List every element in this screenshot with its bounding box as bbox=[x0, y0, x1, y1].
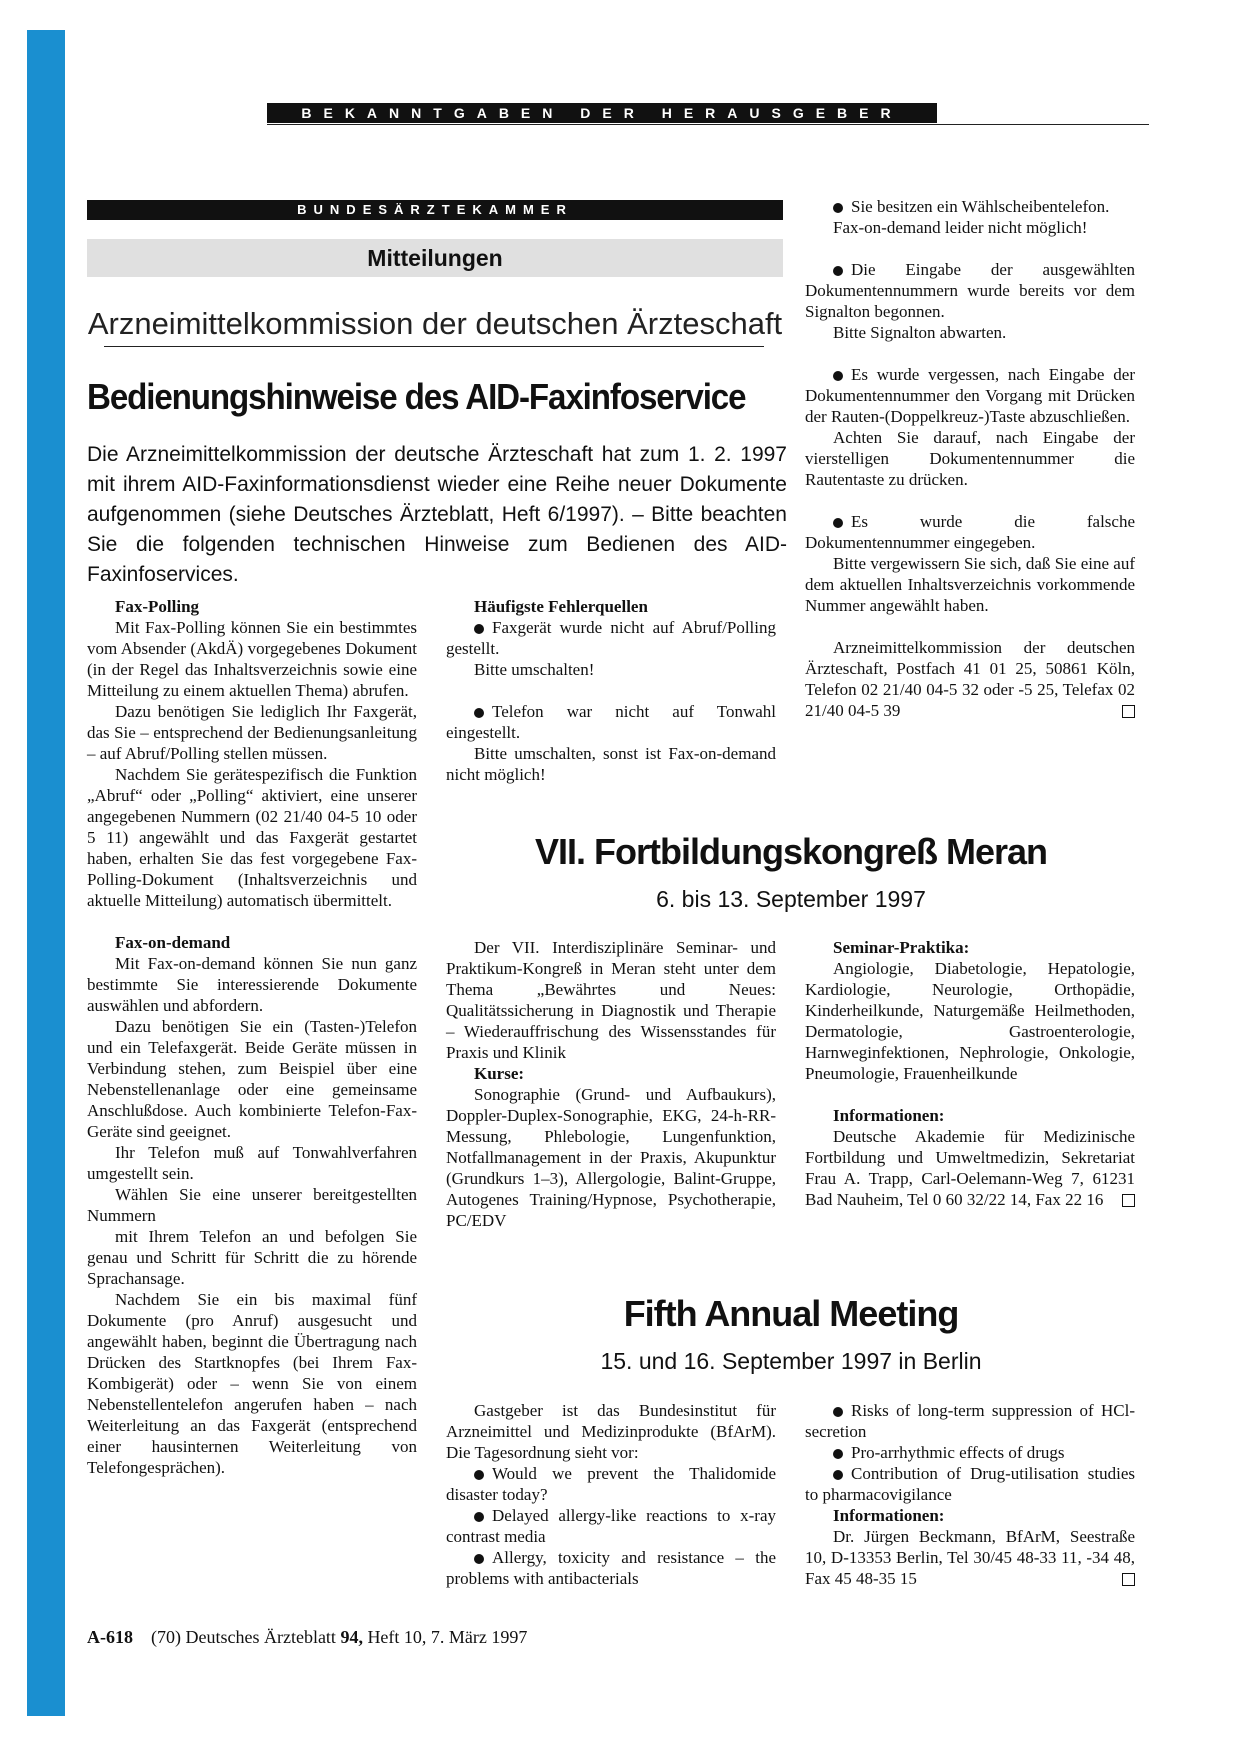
end-mark-icon bbox=[1122, 705, 1135, 718]
bullet-icon bbox=[833, 1407, 843, 1417]
page-footer bbox=[87, 1625, 527, 1649]
article-title: Fifth Annual Meeting bbox=[623, 1293, 959, 1334]
paragraph: Nachdem Sie gerätespezifisch die Funktion „Abruf“ oder „Polling“ aktiviert, eine unserer angegebenen Nummern (02 21/40 04-5 10 oder 5 11) angewählt und das Faxgerät gestartet haben, erhalten Sie das fest vorgegebene Fax-Polling-Dokument (Inhaltsverzeichnis und aktuelle Mitteilung) automatisch übermittelt. bbox=[87, 765, 417, 910]
header-rule bbox=[267, 124, 1149, 125]
paragraph: Dazu benötigen Sie ein (Tasten-)Telefon und ein Telefaxgerät. Beide Geräte müssen in Verbindung stehen, zum Beispiel über eine Nebenstellenanlage oder eine gemeinsame Anschlußdose. Auch kombinierte Telefon-Fax-Geräte sind geeignet. bbox=[87, 1017, 417, 1141]
paragraph: Wählen Sie eine unserer bereitgestellten Nummern bbox=[87, 1185, 417, 1225]
bullet-icon bbox=[474, 1470, 484, 1480]
article-date: 15. und 16. September 1997 in Berlin bbox=[600, 1348, 982, 1374]
list-item: Faxgerät wurde nicht auf Abruf/Polling gestellt. bbox=[446, 618, 776, 658]
column-right-meran bbox=[805, 937, 1135, 1210]
paragraph: Mit Fax-on-demand können Sie nun ganz bestimmte Sie interessierende Dokumente auswählen und abfordern. bbox=[87, 954, 417, 1015]
bullet-icon bbox=[833, 518, 843, 528]
subheading: Informationen: bbox=[833, 1106, 945, 1125]
contact-paragraph: Arzneimittelkommission der deutschen Ärzteschaft, Postfach 41 01 25, 50861 Köln, Telefon 02 21/40 04-5 32 oder -5 25, Telefax 02 21/40 04-5 39 bbox=[805, 638, 1135, 720]
journal-name: (70) Deutsches Ärzteblatt bbox=[151, 1627, 336, 1647]
paragraph: Gastgeber ist das Bundesinstitut für Arzneimittel und Medizinprodukte (BfArM). Die Tagesordnung sieht vor: bbox=[446, 1401, 776, 1462]
contact-paragraph: Deutsche Akademie für Medizinische Fortbildung und Umweltmedizin, Sekretariat Frau A. Trapp, Carl-Oelemann-Weg 7, 61231 Bad Nauheim, Tel 0 60 32/22 14, Fax 22 16 bbox=[805, 1127, 1135, 1209]
page-edge-color-bar bbox=[27, 30, 65, 1716]
bullet-icon bbox=[833, 266, 843, 276]
column-right bbox=[805, 196, 1135, 721]
paragraph: Der VII. Interdisziplinäre Seminar- und Praktikum-Kongreß in Meran steht unter dem Thema „Bewährtes und Neues: Qualitätssicherung in Diagnostik und Therapie – Wiederauffrischung des Wissensstandes für Praxis und Klinik bbox=[446, 938, 776, 1062]
list-item: Risks of long-term suppression of HCl-secretion bbox=[805, 1401, 1135, 1441]
article-title: Bedienungshinweise des AID-Faxinfoservice bbox=[87, 376, 746, 417]
section-banner: BEKANNTGABEN DER HERAUSGEBER bbox=[267, 103, 937, 123]
list-item: Es wurde vergessen, nach Eingabe der Dokumentennummer den Vorgang mit Drücken der Rauten-(Doppelkreuz-)Taste abzuschließen. bbox=[805, 365, 1135, 426]
bullet-icon bbox=[833, 1449, 843, 1459]
subheading: Fax-Polling bbox=[115, 597, 200, 616]
bullet-icon bbox=[833, 1470, 843, 1480]
list-item: Es wurde die falsche Dokumentennummer eingegeben. bbox=[805, 512, 1135, 552]
bullet-icon bbox=[833, 203, 843, 213]
paragraph: Fax-on-demand leider nicht möglich! bbox=[833, 218, 1088, 237]
bullet-icon bbox=[833, 371, 843, 381]
organization-heading: Arzneimittelkommission der deutschen Ärzteschaft bbox=[87, 306, 783, 341]
contact-paragraph: Dr. Jürgen Beckmann, BfArM, Seestraße 10, D-13353 Berlin, Tel 30/45 48-33 11, -34 48, Fax 45 48-35 15 bbox=[805, 1527, 1135, 1588]
paragraph: Mit Fax-Polling können Sie ein bestimmtes vom Absender (AkdÄ) vorgegebenes Dokument (in der Regel das Inhaltsverzeichnis sowie eine Mitteilung zu einem aktuellen Thema) abrufen. bbox=[87, 618, 417, 700]
column-right-berlin bbox=[805, 1400, 1135, 1589]
list-item: Sie besitzen ein Wählscheibentelefon. bbox=[805, 196, 1135, 217]
paragraph: Sonographie (Grund- und Aufbaukurs), Doppler-Duplex-Sonographie, EKG, 24-h-RR-Messung, Phlebologie, Lungenfunktion, Notfallmanagement in der Praxis, Akupunktur (Grundkurs 1–3), Allergologie, Balint-Gruppe, Autogenes Training/Hypnose, Psychotherapie, PC/EDV bbox=[446, 1085, 776, 1230]
paragraph: Bitte umschalten, sonst ist Fax-on-demand nicht möglich! bbox=[446, 744, 776, 784]
paragraph: Angiologie, Diabetologie, Hepatologie, Kardiologie, Neurologie, Orthopädie, Kinderheilkunde, Naturgemäße Heilmethoden, Dermatologie, Gastroenterologie, Harnweginfektionen, Nephrologie, Onkologie, Pneumologie, Frauenheilkunde bbox=[805, 959, 1135, 1083]
subheading: Häufigste Fehlerquellen bbox=[474, 597, 648, 616]
category-label: Mitteilungen bbox=[87, 239, 783, 277]
column-middle-berlin bbox=[446, 1400, 776, 1589]
list-item: Would we prevent the Thalidomide disaster today? bbox=[446, 1464, 776, 1504]
organization-rule bbox=[104, 346, 764, 347]
end-mark-icon bbox=[1122, 1194, 1135, 1207]
bullet-icon bbox=[474, 708, 484, 718]
subheading: Informationen: bbox=[833, 1506, 945, 1525]
subheading: Seminar-Praktika: bbox=[833, 938, 970, 957]
article-intro: Die Arzneimittelkommission der deutsche Ärzteschaft hat zum 1. 2. 1997 mit ihrem AID-Faxinformationsdienst wieder eine Reihe neuer Dokumente aufgenommen (siehe Deutsches Ärzteblatt, Heft 6/1997). – Bitte beachten Sie die folgenden technischen Hinweise zum Bedienen des AID-Faxinfoservices. bbox=[87, 443, 787, 586]
list-item: Pro-arrhythmic effects of drugs bbox=[805, 1442, 1135, 1463]
volume-number: 94, bbox=[340, 1627, 363, 1647]
page-number: A-618 bbox=[87, 1627, 133, 1647]
list-item: Allergy, toxicity and resistance – the problems with antibacterials bbox=[446, 1548, 776, 1588]
column-middle bbox=[446, 596, 776, 785]
paragraph: Bitte Signalton abwarten. bbox=[833, 323, 1007, 342]
paragraph: Nachdem Sie ein bis maximal fünf Dokumente (pro Anruf) ausgesucht und angewählt haben, beginnt die Übertragung nach Drücken des Startknopfes (bei Ihrem Fax-Kombigerät) oder – wenn Sie von einem Nebenstellentelefon angerufen haben – nach Weiterleitung an das Faxgerät (entsprechend einer hausinternen Weiterleitung von Telefongesprächen). bbox=[87, 1290, 417, 1477]
article-date: 6. bis 13. September 1997 bbox=[656, 886, 926, 912]
bullet-icon bbox=[474, 624, 484, 634]
list-item: Die Eingabe der ausgewählten Dokumentennummern wurde bereits vor dem Signalton begonnen. bbox=[805, 260, 1135, 321]
subheading: Fax-on-demand bbox=[115, 933, 231, 952]
column-left bbox=[87, 596, 417, 1478]
list-item: Contribution of Drug-utilisation studies to pharmacovigilance bbox=[805, 1464, 1135, 1504]
issue-date: Heft 10, 7. März 1997 bbox=[367, 1627, 528, 1647]
list-item: Telefon war nicht auf Tonwahl eingestellt. bbox=[446, 702, 776, 742]
paragraph: Achten Sie darauf, nach Eingabe der vierstelligen Dokumentennummer die Rautentaste zu drücken. bbox=[805, 428, 1135, 489]
bullet-icon bbox=[474, 1554, 484, 1564]
column-middle-meran bbox=[446, 937, 776, 1231]
subheading: Kurse: bbox=[474, 1064, 525, 1083]
bullet-icon bbox=[474, 1512, 484, 1522]
article-title: VII. Fortbildungskongreß Meran bbox=[534, 831, 1048, 872]
paragraph: Ihr Telefon muß auf Tonwahlverfahren umgestellt sein. bbox=[87, 1143, 417, 1183]
paragraph: mit Ihrem Telefon an und befolgen Sie genau und Schritt für Schritt die zu hörende Sprachansage. bbox=[87, 1227, 417, 1288]
list-item: Delayed allergy-like reactions to x-ray contrast media bbox=[446, 1506, 776, 1546]
paragraph: Bitte umschalten! bbox=[474, 660, 595, 679]
section-label: BUNDESÄRZTEKAMMER bbox=[87, 200, 783, 220]
paragraph: Dazu benötigen Sie lediglich Ihr Faxgerät, das Sie – entsprechend der Bedienungsanleitung – auf Abruf/Polling stellen müssen. bbox=[87, 702, 417, 763]
paragraph: Bitte vergewissern Sie sich, daß Sie eine auf dem aktuellen Inhaltsverzeichnis vorkommende Nummer angewählt haben. bbox=[805, 554, 1135, 615]
end-mark-icon bbox=[1122, 1573, 1135, 1586]
